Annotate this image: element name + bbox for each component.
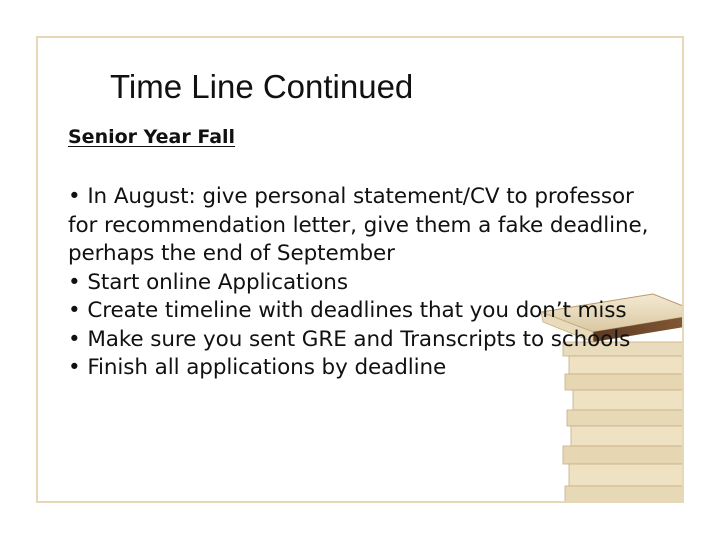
slide-subtitle: Senior Year Fall (68, 126, 236, 148)
bullet-item: • Start online Applications (68, 269, 348, 295)
bullet-list (68, 183, 658, 383)
slide-frame (36, 36, 684, 503)
bullet-item: • Finish all applications by deadline (68, 355, 447, 380)
bullet-item: • Create timeline with deadlines that you don’t miss (68, 298, 627, 323)
bullet-item: • In August: give personal statement/CV to professor for recommendation letter, give them a fake deadline, perhaps the end of September (68, 184, 649, 266)
bullet-item: • Make sure you sent GRE and Transcripts to schools (68, 326, 631, 352)
slide-title: Time Line Continued (110, 68, 414, 105)
